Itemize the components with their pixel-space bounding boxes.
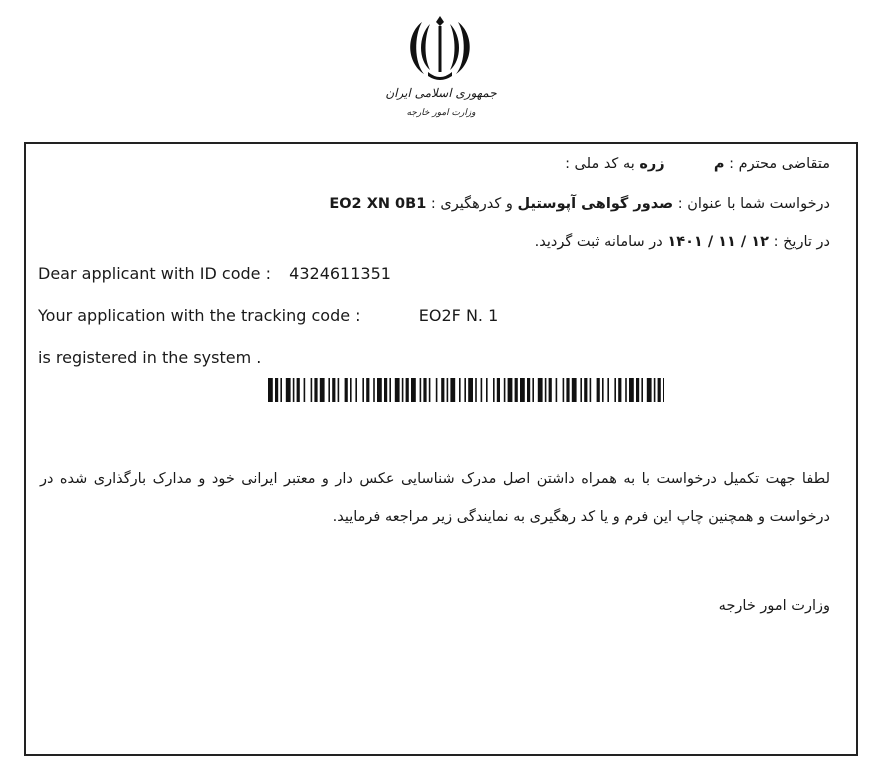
english-id-code: 4324611351 (289, 264, 391, 283)
ministry-name-script: وزارت امور خارجه (406, 108, 476, 118)
persian-request-line (329, 196, 830, 212)
english-tracking-code: EO2F N. 1 (418, 306, 499, 325)
persian-tracking-label: و کدرهگیری : (430, 196, 513, 212)
persian-date-label: در تاریخ : (773, 234, 830, 250)
english-tracking-line (38, 306, 498, 325)
persian-date-line (535, 234, 830, 250)
tracking-barcode (268, 378, 664, 402)
english-registered-line: is registered in the system . (38, 348, 262, 367)
persian-applicant-name: م (713, 156, 725, 172)
english-applicant-line (38, 264, 391, 283)
persian-applicant-label: متقاضی محترم : (729, 156, 830, 172)
persian-date-value: ۱۴۰۱ / ۱۱ / ۱۲ (667, 234, 769, 250)
english-applicant-label: Dear applicant with ID code : (38, 264, 271, 283)
instructions-paragraph: لطفا جهت تکمیل درخواست با به همراه داشتن اصل مدرک شناسایی عکس دار و معتبر ایرانی خود و مدارک بارگذاری شده در درخواست و همچنین چاپ این فرم و یا کد رهگیری به نمایندگی زیر مراجعه فرمایید. (40, 471, 830, 525)
persian-national-id-label: به کد ملی : (565, 156, 635, 172)
signature-ministry: وزارت امور خارجه (718, 598, 830, 614)
english-tracking-label: Your application with the tracking code : (38, 306, 361, 325)
iran-emblem-icon (400, 12, 480, 84)
registration-notice (24, 142, 858, 756)
persian-request-label: درخواست شما با عنوان : (677, 196, 830, 212)
persian-registered-text: در سامانه ثبت گردید. (534, 234, 663, 250)
persian-applicant-name-end: زره (639, 156, 665, 172)
persian-tracking-code: EO2 XN 0B1 (329, 196, 427, 212)
persian-applicant-line (565, 156, 830, 172)
country-name-script: جمهوری اسلامی ایران (385, 86, 497, 100)
persian-request-title: صدور گواهی آپوستیل (517, 196, 674, 212)
document-header (0, 0, 882, 140)
